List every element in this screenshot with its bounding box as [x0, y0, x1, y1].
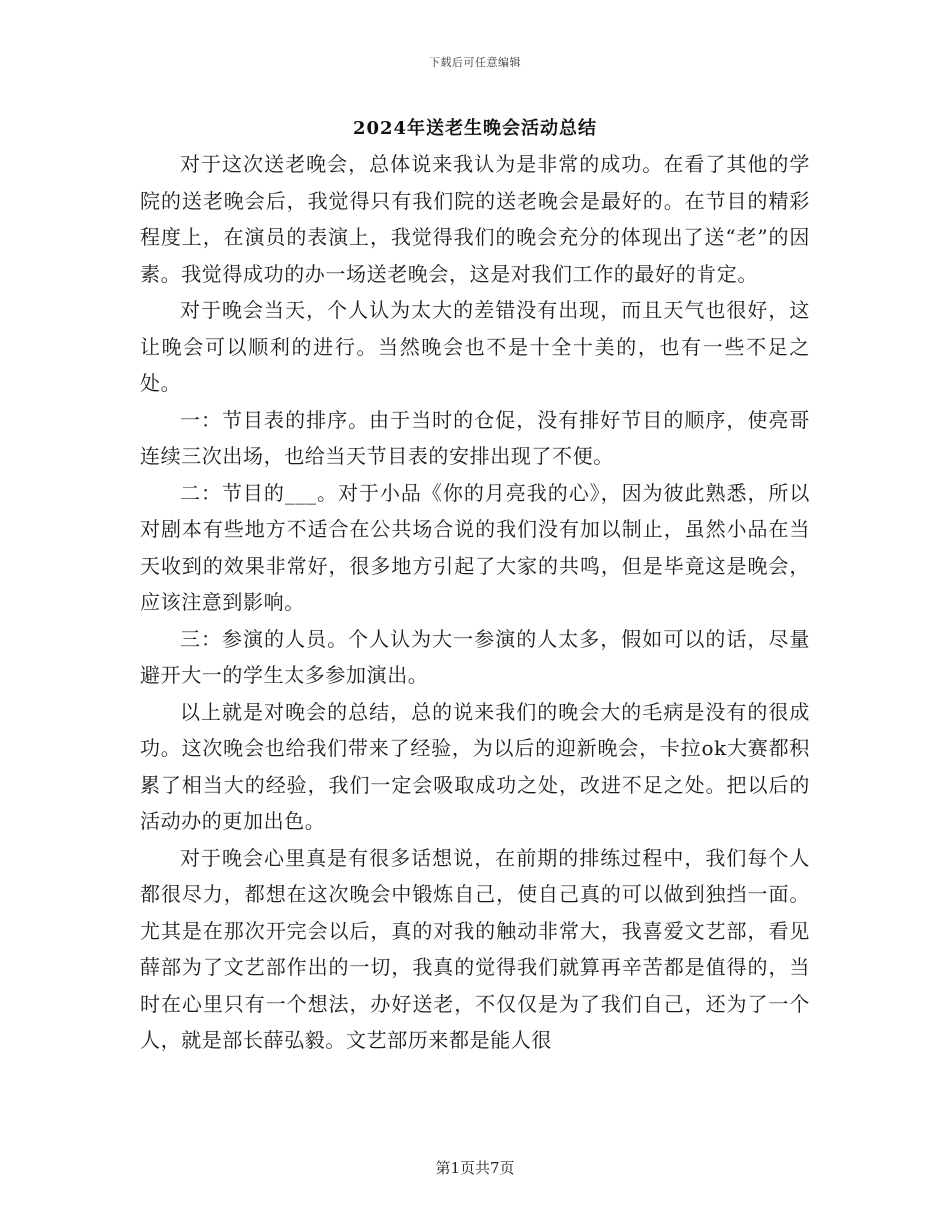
page-header-note: 下载后可任意编辑 — [429, 56, 521, 69]
document-title: 2024年送老生晚会活动总结 — [352, 118, 598, 139]
document-body — [140, 146, 810, 1059]
paragraph-5: 三：参演的人员。个人认为大一参演的人太多，假如可以的话，尽量避开大一的学生太多参加演出。 — [140, 626, 810, 687]
page-number: 第1页共7页 — [435, 1159, 515, 1177]
paragraph-2: 对于晚会当天，个人认为太大的差错没有出现，而且天气也很好，这让晚会可以顺利的进行。当然晚会也不是十全十美的，也有一些不足之处。 — [140, 298, 810, 395]
paragraph-3: 一：节目表的排序。由于当时的仓促，没有排好节目的顺序，使亮哥连续三次出场，也给当天节目表的安排出现了不便。 — [140, 407, 810, 468]
paragraph-1: 对于这次送老晚会，总体说来我认为是非常的成功。在看了其他的学院的送老晚会后，我觉得只有我们院的送老晚会是最好的。在节目的精彩程度上，在演员的表演上，我觉得我们的晚会充分的体现出了送“老”的因素。我觉得成功的办一场送老晚会，这是对我们工作的最好的肯定。 — [140, 152, 810, 286]
paragraph-4: 二：节目的___。对于小品《你的月亮我的心》，因为彼此熟悉，所以对剧本有些地方不适合在公共场合说的我们没有加以制止，虽然小品在当天收到的效果非常好，很多地方引起了大家的共鸣，但是毕竟这是晚会，应该注意到影响。 — [140, 480, 810, 614]
paragraph-6: 以上就是对晚会的总结，总的说来我们的晚会大的毛病是没有的很成功。这次晚会也给我们带来了经验，为以后的迎新晚会，卡拉ok大赛都积累了相当大的经验，我们一定会吸取成功之处，改进不足之处。把以后的活动办的更加出色。 — [140, 699, 810, 833]
paragraph-7: 对于晚会心里真是有很多话想说，在前期的排练过程中，我们每个人都很尽力，都想在这次晚会中锻炼自己，使自己真的可以做到独挡一面。尤其是在那次开完会以后，真的对我的触动非常大，我喜爱文艺部，看见薛部为了文艺部作出的一切，我真的觉得我们就算再辛苦都是值得的，当时在心里只有一个想法，办好送老，不仅仅是为了我们自己，还为了一个人，就是部长薛弘毅。文艺部历来都是能人很 — [140, 845, 810, 1052]
